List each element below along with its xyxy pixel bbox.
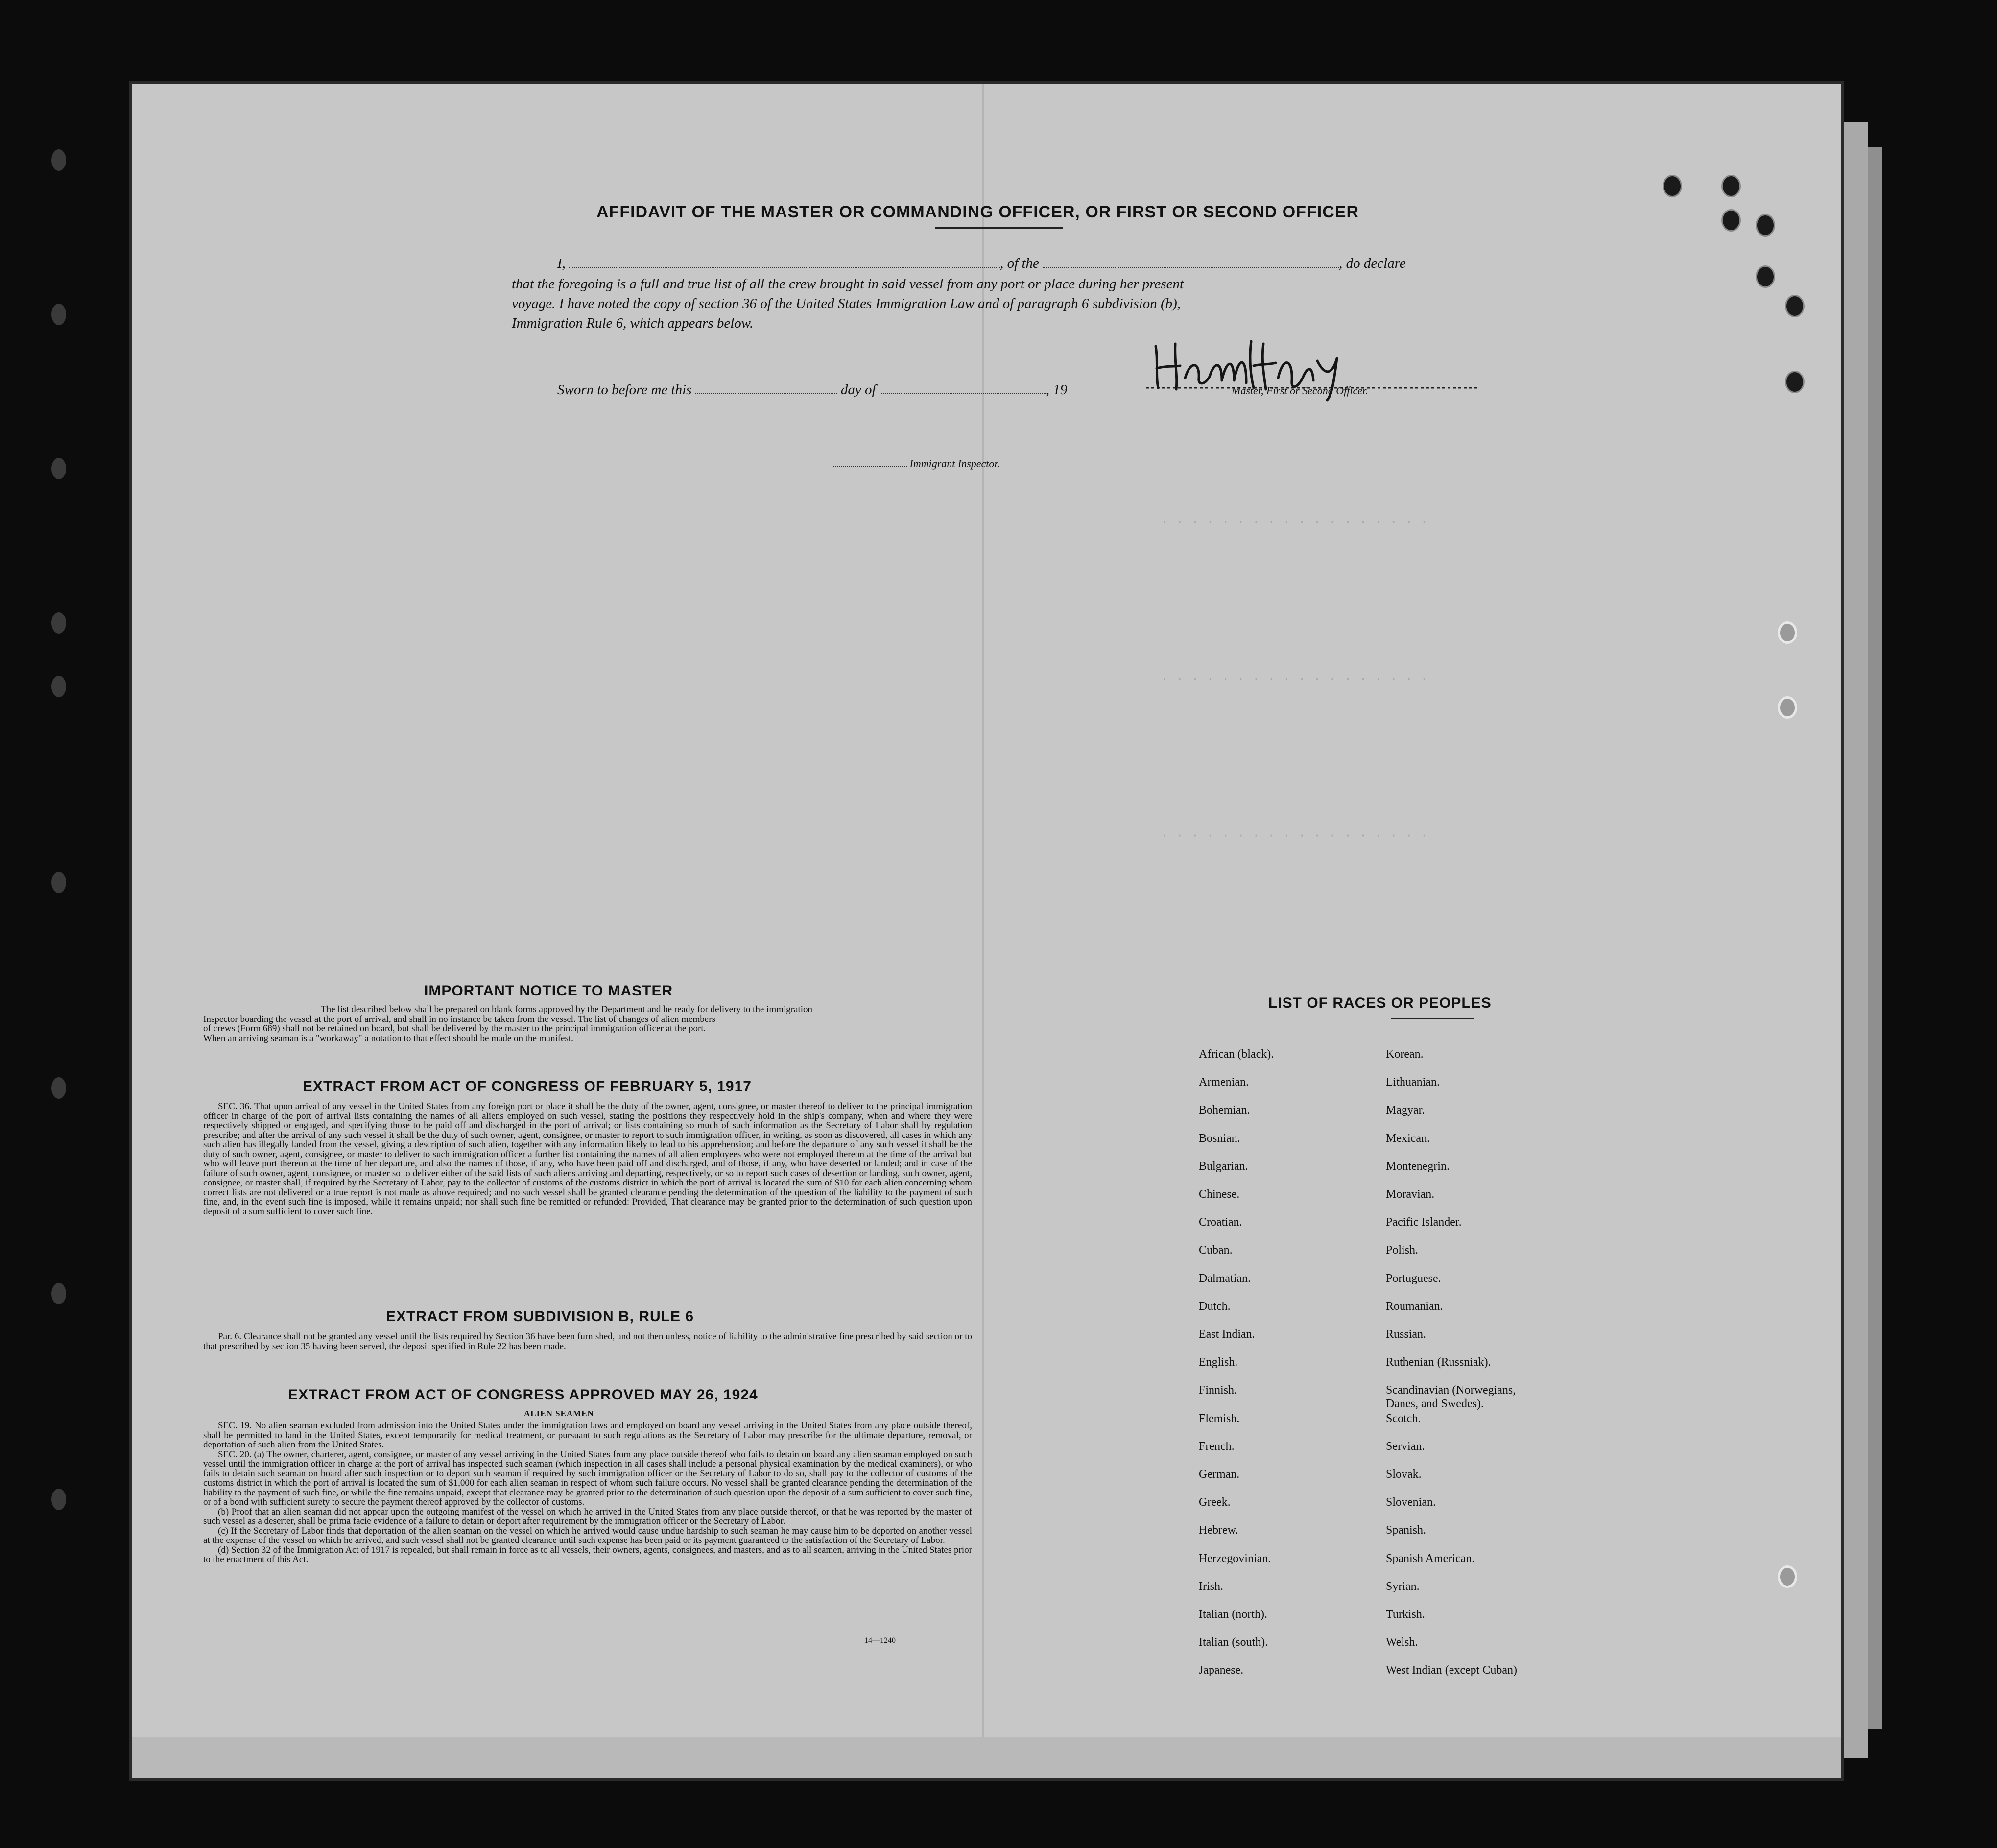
- binder-hole: [51, 612, 66, 634]
- ring-hole: [1778, 1565, 1797, 1588]
- master-caption: Master, First or Second Officer.: [1232, 384, 1368, 397]
- affidavit-line3: voyage. I have noted the copy of section 36 of the United States Immigration Law and of paragraph 6 subdivision (b),: [512, 296, 1181, 311]
- punch-hole: [1785, 295, 1805, 317]
- binder-hole: [51, 872, 66, 893]
- races-title: LIST OF RACES OR PEOPLES: [1268, 995, 1492, 1011]
- name-blank: [569, 257, 1000, 268]
- extract-rule6-text: Par. 6. Clearance shall not be granted any vessel until the lists required by Section 36 have been furnished, and not then unless, notice of liability to the administrative fine prescribed by said section or to that prescribed by section 35 having been served, the deposit specified in Rule 22 has been made.: [203, 1331, 972, 1351]
- notice-line: The list described below shall be prepared on blank forms approved by the Department and be ready for delivery to the immigration: [321, 1004, 813, 1015]
- binder-hole: [51, 458, 66, 479]
- notice-line: of crews (Form 689) shall not be retained on board, but shall be delivered by the master to the principal immigration officer at the port.: [203, 1023, 706, 1034]
- race-item: Irish.: [1199, 1580, 1223, 1593]
- binder-hole: [51, 1077, 66, 1099]
- race-item: Servian.: [1386, 1440, 1425, 1453]
- punch-hole: [1756, 214, 1775, 237]
- race-item: East Indian.: [1199, 1328, 1255, 1341]
- punch-hole: [1756, 265, 1775, 288]
- extract-1924-paragraph: SEC. 19. No alien seaman excluded from admission into the United States under the immigration laws and employed on board any vessel arriving in the United States from any place outside thereof, shall be permitted to land in the United States, except temporarily for medical treatment, or pursuant to such regulations as the Secretary of Labor may prescribe for the ultimate departure, removal, or deportation of such alien from the United States.: [203, 1421, 972, 1450]
- race-item: West Indian (except Cuban): [1386, 1664, 1517, 1677]
- notice-body: [203, 1005, 972, 1043]
- affidavit-line2: that the foregoing is a full and true list of all the crew brought in said vessel from any port or place during her present: [512, 276, 1184, 292]
- day-blank: [695, 383, 837, 394]
- extract-1917-text: SEC. 36. That upon arrival of any vessel in the United States from any foreign port or place it shall be the duty of the owner, agent, consignee, or master thereof to deliver to the principal immigration officer in charge of the port of arrival lists containing the names of all aliens employed on such vessel, stating the positions they respectively hold in the ship's company, when and where they were respectively shipped or engaged, and specifying those to be paid off and discharged in the port of arrival; or lists containing so much of such information as the Secretary of Labor shall by regulation prescribe; and after the arrival of any such vessel it shall be the duty of such owner, agent, consignee, or master to report to such immigration officer, in writing, as soon as discovered, all cases in which any such alien has illegally landed from the vessel, giving a description of such alien, together with any information likely to lead to his apprehension; and before the departure of any such vessel it shall be the duty of such owner, agent, consignee, or master to deliver to such immigration officer a further list containing the names of all alien employees who were not employed thereon at the time of the arrival but who will leave port thereon at the time of her departure, and also the names of those, if any, who have been paid off and discharged, and of those, if any, who have deserted or landed; and in case of the failure of such owner, agent, consignee, or master so to deliver either of the said lists of such aliens arriving and departing, respectively, or so to report such cases of desertion or landing, such owner, agent, consignee, or master shall, if required by the Secretary of Labor, pay to the collector of customs of the customs district in which the port of arrival is located the sum of $10 for each alien concerning whom correct lists are not delivered or a true report is not made as above required; and no such vessel shall be granted clearance pending the determination of the question of the liability to the payment of such fine, and, in the event such fine is imposed, while it remains unpaid; nor shall such fine be remitted or refunded: Provided, That clearance may be granted prior to the determination of such question upon deposit of a sum sufficient to cover such fine.: [203, 1101, 972, 1217]
- binder-hole: [51, 149, 66, 171]
- race-item: Russian.: [1386, 1328, 1426, 1341]
- extract-1924-paragraph: (d) Section 32 of the Immigration Act of 1917 is repealed, but shall remain in force as to all vessels, their owners, agents, consignees, and masters, and as to all seamen, arriving in the United States prior to the enactment of this Act.: [203, 1544, 972, 1564]
- race-item: Syrian.: [1386, 1580, 1420, 1593]
- race-item: Roumanian.: [1386, 1300, 1443, 1313]
- affidavit-i: I,: [557, 256, 566, 271]
- page-edge: [1841, 122, 1868, 1758]
- day-of-label: day of: [840, 382, 876, 398]
- race-item: Italian (south).: [1199, 1636, 1268, 1649]
- race-item: Croatian.: [1199, 1216, 1242, 1229]
- binder-hole: [51, 676, 66, 697]
- race-item: Welsh.: [1386, 1636, 1418, 1649]
- extract-1924-title: EXTRACT FROM ACT OF CONGRESS APPROVED MAY 26, 1924: [288, 1387, 758, 1403]
- page-fold: [982, 84, 984, 1778]
- races-rule: [1391, 1018, 1474, 1019]
- race-item: Japanese.: [1199, 1664, 1244, 1677]
- race-item: Greek.: [1199, 1496, 1231, 1509]
- race-item: Herzegovinian.: [1199, 1552, 1271, 1565]
- affidavit-title: AFFIDAVIT OF THE MASTER OR COMMANDING OFFICER, OR FIRST OR SECOND OFFICER: [596, 203, 1359, 221]
- race-item: Bohemian.: [1199, 1104, 1250, 1117]
- title-rule: [935, 227, 1063, 229]
- race-item: English.: [1199, 1356, 1238, 1369]
- extract-1917-title: EXTRACT FROM ACT OF CONGRESS OF FEBRUARY 5, 1917: [303, 1078, 752, 1094]
- notice-line: When an arriving seaman is a "workaway" a notation to that effect should be made on the manifest.: [203, 1033, 573, 1043]
- race-item: Ruthenian (Russniak).: [1386, 1356, 1491, 1369]
- race-item: Chinese.: [1199, 1188, 1240, 1201]
- affidavit-of-the: , of the: [1000, 256, 1039, 271]
- bleed-through: · · · · · · · · · · · · · · · · · ·: [1161, 829, 1428, 843]
- race-item: Italian (north).: [1199, 1608, 1267, 1621]
- race-item: Polish.: [1386, 1244, 1419, 1257]
- race-item: Hebrew.: [1199, 1524, 1238, 1537]
- punch-hole: [1663, 175, 1682, 197]
- inspector-line: [833, 456, 1000, 470]
- punch-hole: [1721, 209, 1741, 232]
- race-item: Scotch.: [1386, 1412, 1421, 1425]
- ring-hole: [1778, 696, 1797, 719]
- race-item: Danes, and Swedes).: [1386, 1398, 1484, 1411]
- extract-1924-body: [203, 1421, 972, 1564]
- inspector-caption: Immigrant Inspector.: [909, 457, 1000, 470]
- race-item: Magyar.: [1386, 1104, 1425, 1117]
- extract-rule6-title: EXTRACT FROM SUBDIVISION B, RULE 6: [386, 1308, 694, 1325]
- vessel-blank: [1043, 257, 1339, 268]
- race-item: Portuguese.: [1386, 1272, 1441, 1285]
- race-item: Armenian.: [1199, 1076, 1249, 1089]
- race-item: Moravian.: [1386, 1188, 1435, 1201]
- race-item: Korean.: [1386, 1048, 1424, 1061]
- race-item: Turkish.: [1386, 1608, 1425, 1621]
- form-number: 14—1240: [864, 1636, 896, 1645]
- race-item: Flemish.: [1199, 1412, 1240, 1425]
- extract-1924-paragraph: (b) Proof that an alien seaman did not appear upon the outgoing manifest of the vessel on which he arrived in the United States from any place outside thereof, or that he was reported by the master of such vessel as a deserter, shall be prima facie evidence of a failure to detain or deport after requirement by the immigration officer or the Secretary of Labor.: [203, 1506, 972, 1526]
- year-prefix: , 19: [1046, 382, 1068, 398]
- document-page: [132, 84, 1841, 1778]
- race-item: Slovak.: [1386, 1468, 1422, 1481]
- inspector-blank: [833, 456, 907, 467]
- bleed-through: · · · · · · · · · · · · · · · · · ·: [1161, 672, 1428, 687]
- affidavit-line1: [557, 256, 1406, 272]
- affidavit-declare: , do declare: [1339, 256, 1406, 271]
- ring-hole: [1778, 621, 1797, 644]
- month-blank: [880, 383, 1046, 394]
- extract-1924-paragraph: SEC. 20. (a) The owner, charterer, agent, consignee, or master of any vessel arriving in the United States from any place outside thereof who fails to detain on board any alien seaman employed on such vessel until the immigration officer in charge at the port of arrival has inspected such seaman (which inspection in all cases shall include a personal physical examination by the medical examiners), or who fails to detain such seaman on board after such inspection or to deport such seaman if required by such immigration officer or the Secretary of Labor to do so, shall pay to the collector of customs of the customs district in which the port of arrival is located the sum of $1,000 for each alien seaman in respect of whom such failure occurs. No vessel shall be granted clearance pending the determination of the liability to the payment of such fine, or while the fine remains unpaid, except that clearance may be granted prior to the determination of such question upon the deposit of a sum sufficient to cover such fine, or of a bond with sufficient surety to secure the payment thereof approved by the collector of customs.: [203, 1449, 972, 1507]
- binder-hole: [51, 1283, 66, 1304]
- binder-hole: [51, 304, 66, 325]
- race-item: French.: [1199, 1440, 1235, 1453]
- race-item: Pacific Islander.: [1386, 1216, 1462, 1229]
- race-item: Dalmatian.: [1199, 1272, 1251, 1285]
- race-item: Bosnian.: [1199, 1132, 1240, 1145]
- race-item: German.: [1199, 1468, 1240, 1481]
- race-item: Finnish.: [1199, 1384, 1237, 1397]
- notice-line: Inspector boarding the vessel at the port of arrival, and shall in no instance be taken from the vessel. The list of changes of alien members: [203, 1014, 715, 1024]
- race-item: Lithuanian.: [1386, 1076, 1440, 1089]
- race-item: Mexican.: [1386, 1132, 1430, 1145]
- sworn-label: Sworn to before me this: [557, 382, 692, 398]
- punch-hole: [1785, 371, 1805, 393]
- punch-hole: [1721, 175, 1741, 197]
- sworn-line: [557, 382, 1067, 398]
- race-item: Scandinavian (Norwegians,: [1386, 1384, 1516, 1397]
- notice-title: IMPORTANT NOTICE TO MASTER: [424, 983, 673, 999]
- race-item: Cuban.: [1199, 1244, 1233, 1257]
- affidavit-line4: Immigration Rule 6, which appears below.: [512, 315, 754, 331]
- race-item: Slovenian.: [1386, 1496, 1436, 1509]
- race-item: Spanish American.: [1386, 1552, 1475, 1565]
- page-bottom-strip: [132, 1737, 1841, 1778]
- binder-hole: [51, 1489, 66, 1510]
- extract-1924-paragraph: (c) If the Secretary of Labor finds that deportation of the alien seaman on the vessel on which he arrived would cause undue hardship to such seaman he may cause him to be deported on another vessel at the expense of the vessel on which he arrived, and such vessel shall not be granted clearance until such expense has been paid or its payment guaranteed to the satisfaction of the Secretary of Labor.: [203, 1525, 972, 1545]
- race-item: Montenegrin.: [1386, 1160, 1450, 1173]
- race-item: Bulgarian.: [1199, 1160, 1248, 1173]
- page-edge-under: [1868, 147, 1882, 1729]
- alien-seamen-subtitle: ALIEN SEAMEN: [524, 1409, 594, 1418]
- race-item: African (black).: [1199, 1048, 1274, 1061]
- race-item: Dutch.: [1199, 1300, 1231, 1313]
- bleed-through: · · · · · · · · · · · · · · · · · ·: [1161, 515, 1428, 530]
- race-item: Spanish.: [1386, 1524, 1426, 1537]
